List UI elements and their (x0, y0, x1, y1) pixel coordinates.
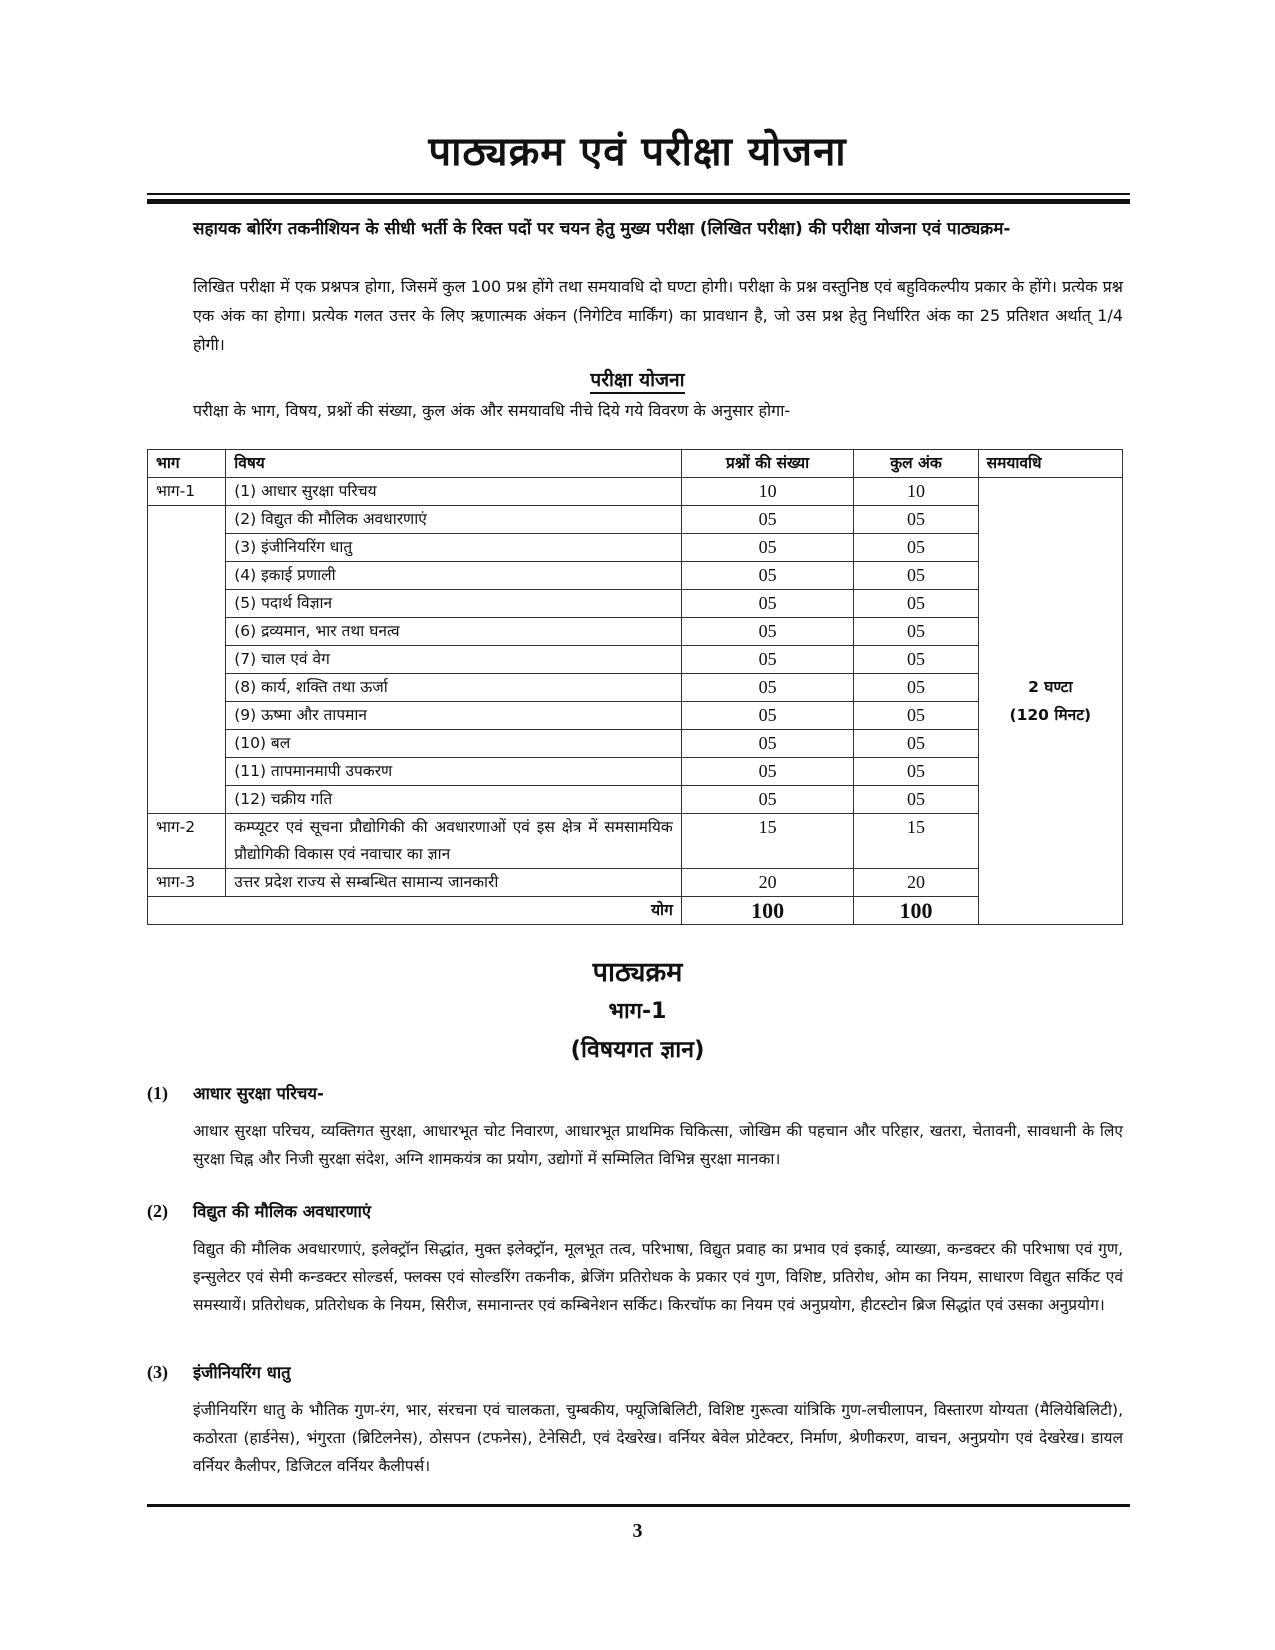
section-heading (147, 1198, 1123, 1225)
intro-heading: सहायक बोरिंग तकनीशियन के सीधी भर्ती के रिक्त पदों पर चयन हेतु मुख्य परीक्षा (लिखित परीक्षा) की परीक्षा योजना एवं पाठ्यक्रम- (193, 219, 1011, 239)
cell-part: भाग-3 (148, 869, 226, 897)
table-row (148, 478, 1123, 506)
cell-marks: 20 (854, 869, 978, 897)
syllabus-part: भाग-1 (608, 999, 667, 1024)
table-row (148, 618, 1123, 646)
cell-part: भाग-2 (148, 814, 226, 869)
cell-marks: 05 (854, 730, 978, 758)
cell-questions: 05 (681, 758, 854, 786)
cell-subject: (12) चक्रीय गति (226, 786, 682, 814)
cell-marks: 05 (854, 758, 978, 786)
cell-subject: (11) तापमानमापी उपकरण (226, 758, 682, 786)
table-row (148, 786, 1123, 814)
cell-marks: 05 (854, 590, 978, 618)
cell-marks: 05 (854, 646, 978, 674)
cell-questions: 20 (681, 869, 854, 897)
cell-subject: (7) चाल एवं वेग (226, 646, 682, 674)
table-row (148, 758, 1123, 786)
table-row (148, 562, 1123, 590)
cell-subject: (2) विद्युत की मौलिक अवधारणाएं (226, 506, 682, 534)
cell-marks: 05 (854, 674, 978, 702)
table-row (148, 534, 1123, 562)
cell-part (148, 506, 226, 814)
table-row (148, 506, 1123, 534)
section-body: आधार सुरक्षा परिचय, व्यक्तिगत सुरक्षा, आधारभूत चोट निवारण, आधारभूत प्राथमिक चिकित्सा, जोखिम की पहचान और परिहार, खतरा, चेतावनी, सावधानी के लिए सुरक्षा चिह्न और निजी सुरक्षा संदेश, अग्नि शामकयंत्र का प्रयोग, उद्योगों में सम्मिलित विभिन्न सुरक्षा मानका। (193, 1122, 1123, 1168)
syllabus-section-2 (147, 1198, 1123, 1319)
syllabus-subtitle: (विषयगत ज्ञान) (570, 1037, 705, 1063)
cell-questions: 05 (681, 562, 854, 590)
cell-marks: 05 (854, 786, 978, 814)
section-heading (147, 1080, 1123, 1107)
table-row (148, 646, 1123, 674)
section-body: इंजीनियरिंग धातु के भौतिक गुण-रंग, भार, संरचना एवं चालकता, चुम्बकीय, फ्यूजिबिलिटी, विशिष्ट गुरूत्वा यांत्रिकि गुण-लचीलापन, विस्तारण योग्यता (मैलियेबिलिटी), कठोरता (हार्डनेस), भंगुरता (ब्रिटिलनेस), ठोसपन (टफनेस), टेनेसिटी, एवं देखरेख। वर्नियर बेवेल प्रोटेक्टर, निर्माण, श्रेणीकरण, वाचन, अनुप्रयोग एवं देखरेख। डायल वर्नियर कैलीपर, डिजिटल वर्नियर कैलीपर्स। (193, 1401, 1123, 1475)
total-marks: 100 (854, 897, 978, 925)
cell-questions: 10 (681, 478, 854, 506)
total-label: योग (148, 897, 682, 925)
header-marks: कुल अंक (854, 450, 978, 478)
cell-marks: 05 (854, 506, 978, 534)
header-part: भाग (148, 450, 226, 478)
table-row (148, 702, 1123, 730)
cell-marks: 05 (854, 534, 978, 562)
cell-subject: (8) कार्य, शक्ति तथा ऊर्जा (226, 674, 682, 702)
scheme-heading-text: परीक्षा योजना (590, 369, 684, 394)
table-row (148, 730, 1123, 758)
scheme-note: परीक्षा के भाग, विषय, प्रश्नों की संख्या, कुल अंक और समयावधि नीचे दिये गये विवरण के अनुसार होगा- (193, 401, 791, 420)
section-title: इंजीनियरिंग धातु (193, 1363, 291, 1382)
footer-divider (147, 1504, 1130, 1507)
table-row (148, 814, 1123, 869)
section-number: (2) (147, 1201, 168, 1221)
cell-part: भाग-1 (148, 478, 226, 506)
cell-marks: 05 (854, 618, 978, 646)
page-number: 3 (632, 1520, 643, 1542)
cell-marks: 10 (854, 478, 978, 506)
cell-subject: (3) इंजीनियरिंग धातु (226, 534, 682, 562)
section-number: (1) (147, 1083, 168, 1103)
cell-subject: (10) बल (226, 730, 682, 758)
section-heading (147, 1359, 1123, 1386)
syllabus-section-1 (147, 1080, 1123, 1173)
duration-hours: 2 घण्टा (1028, 678, 1073, 696)
table-header-row (148, 450, 1123, 478)
section-number: (3) (147, 1362, 168, 1382)
table-row (148, 674, 1123, 702)
cell-questions: 05 (681, 618, 854, 646)
cell-questions: 05 (681, 786, 854, 814)
syllabus-section-3 (147, 1359, 1123, 1480)
cell-questions: 05 (681, 506, 854, 534)
cell-questions: 05 (681, 590, 854, 618)
section-title: आधार सुरक्षा परिचय- (193, 1084, 324, 1103)
intro-paragraph: लिखित परीक्षा में एक प्रश्नपत्र होगा, जिसमें कुल 100 प्रश्न होंगे तथा समयावधि दो घण्टा होगी। परीक्षा के प्रश्न वस्तुनिष्ठ एवं बहुविकल्पीय प्रकार के होंगे। प्रत्येक प्रश्न एक अंक का होगा। प्रत्येक गलत उत्तर के लिए ऋणात्मक अंकन (निगेटिव मार्किंग) का प्रावधान है, जो उस प्रश्न हेतु निर्धारित अंक का 25 प्रतिशत अर्थात् 1/4 होगी। (193, 277, 1123, 354)
cell-marks: 05 (854, 562, 978, 590)
total-questions: 100 (681, 897, 854, 925)
cell-marks: 15 (854, 814, 978, 869)
cell-questions: 05 (681, 730, 854, 758)
header-questions: प्रश्नों की संख्या (681, 450, 854, 478)
cell-questions: 15 (681, 814, 854, 869)
cell-questions: 05 (681, 534, 854, 562)
cell-marks: 05 (854, 702, 978, 730)
title-divider (147, 193, 1130, 204)
syllabus-title: पाठ्यक्रम (592, 957, 683, 988)
table-row (148, 590, 1123, 618)
cell-questions: 05 (681, 646, 854, 674)
header-duration: समयावधि (978, 450, 1122, 478)
cell-subject: (1) आधार सुरक्षा परिचय (226, 478, 682, 506)
cell-questions: 05 (681, 674, 854, 702)
scheme-heading (0, 366, 1275, 392)
cell-subject: (6) द्रव्यमान, भार तथा घनत्व (226, 618, 682, 646)
cell-subject: उत्तर प्रदेश राज्य से सम्बन्धित सामान्य जानकारी (226, 869, 682, 897)
cell-duration (978, 478, 1122, 925)
section-title: विद्युत की मौलिक अवधारणाएं (193, 1202, 371, 1221)
section-body: विद्युत की मौलिक अवधारणाएं, इलेक्ट्रॉन सिद्धांत, मुक्त इलेक्ट्रॉन, मूलभूत तत्व, परिभाषा, विद्युत प्रवाह का प्रभाव एवं इकाई, व्याख्या, कन्डक्टर की परिभाषा एवं गुण, इन्सुलेटर एवं सेमी कन्डक्टर सोल्डर्स, फ्लक्स एवं सोल्डरिंग तकनीक, ब्रेजिंग प्रतिरोधक के प्रकार एवं गुण, विशिष्ट, प्रतिरोध, ओम का नियम, साधारण विद्युत सर्किट एवं समस्यायें। प्रतिरोधक, प्रतिरोधक के नियम, सिरीज, समानान्तर एवं कम्बिनेशन सर्किट। किरचॉफ का नियम एवं अनुप्रयोग, हीटस्टोन ब्रिज सिद्धांत एवं उसका अनुप्रयोग। (193, 1240, 1123, 1314)
header-subject: विषय (226, 450, 682, 478)
cell-subject: (4) इकाई प्रणाली (226, 562, 682, 590)
cell-subject: (5) पदार्थ विज्ञान (226, 590, 682, 618)
table-row (148, 869, 1123, 897)
table-total-row (148, 897, 1123, 925)
page-title: पाठ्यक्रम एवं परीक्षा योजना (428, 129, 847, 175)
cell-subject: कम्प्यूटर एवं सूचना प्रौद्योगिकी की अवधारणाओं एवं इस क्षेत्र में समसामयिक प्रौद्योगिकी विकास एवं नवाचार का ज्ञान (226, 814, 682, 869)
cell-subject: (9) ऊष्मा और तापमान (226, 702, 682, 730)
exam-scheme-table (147, 449, 1123, 925)
duration-minutes: (120 मिनट) (1009, 706, 1092, 724)
cell-questions: 05 (681, 702, 854, 730)
